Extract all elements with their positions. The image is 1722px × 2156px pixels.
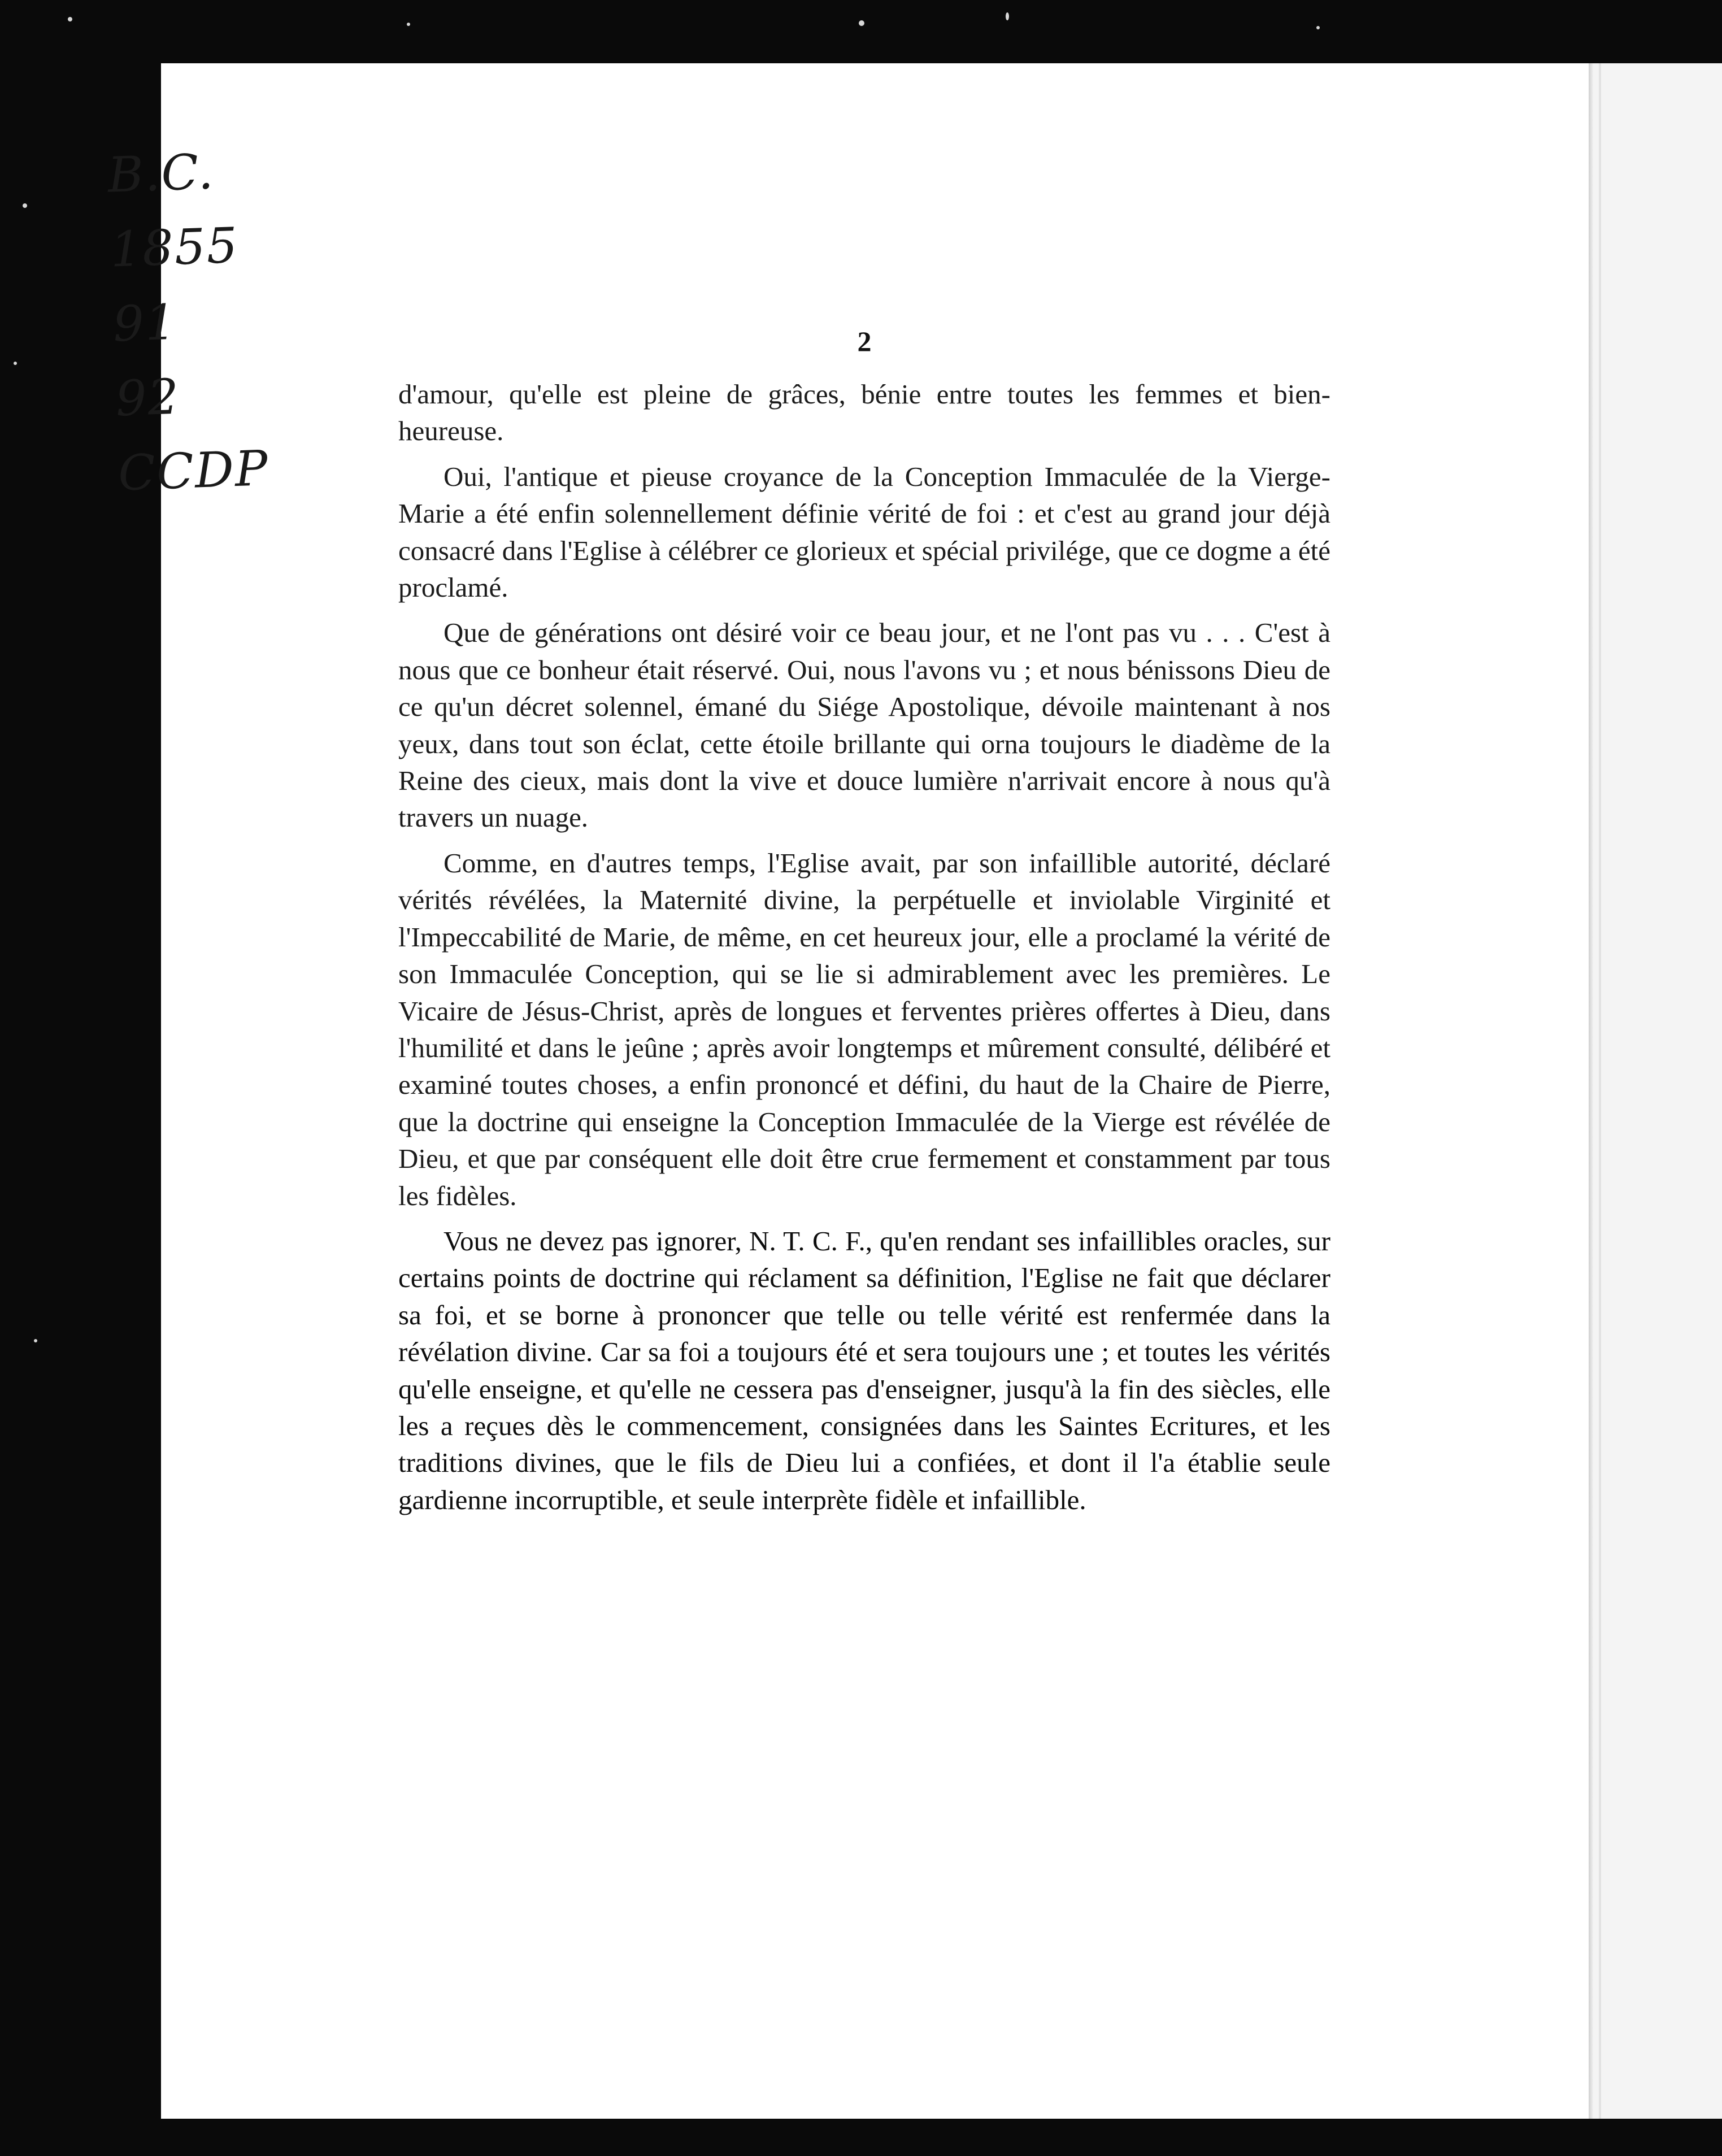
- dust-speck: [68, 17, 72, 21]
- dust-speck: [859, 20, 864, 26]
- paragraph: Que de générations ont désiré voir ce beau jour, et ne l'ont pas vu . . . C'est à nous que ce bonheur était réservé. Oui, nous l'avons vu ; et nous bénissons Dieu de ce qu'un décret solennel, émané du Siége Apostolique, dévoile maintenant à nos yeux, dans tout son éclat, cette étoile brillante qui orna toujours le diadème de la Reine des cieux, mais dont la vive et douce lumière n'arrivait encore à nous qu'à travers un nuage.: [398, 617, 1330, 833]
- archive-note: 1855: [109, 217, 240, 279]
- adjacent-leaf: [1590, 63, 1722, 2119]
- paragraph: d'amour, qu'elle est pleine de grâces, bénie entre toutes les femmes et bien-heureuse.: [398, 379, 1330, 447]
- page-edge: [1589, 63, 1593, 2119]
- archive-note: CCDP: [117, 440, 270, 502]
- body-text: [398, 376, 1330, 1527]
- dust-speck: [1316, 26, 1320, 29]
- archive-note: B.C.: [107, 144, 216, 204]
- paragraph: Comme, en d'autres temps, l'Eglise avait, par son infaillible autorité, déclaré vérités révélées, la Maternité divine, la perpétuelle et inviolable Virginité et l'Impeccabilité de Marie, de même, en cet heureux jour, elle a proclamé la vérité de son Immaculée Conception, qui se lie si admirablement avec les premières. Le Vicaire de Jésus-Christ, après de longues et ferventes prières offertes à Dieu, dans l'humilité et dans le jeûne ; après avoir longtemps et mûrement consulté, délibéré et examiné toutes choses, a enfin prononcé et défini, du haut de la Chaire de Pierre, que la doctrine qui enseigne la Conception Immaculée de la Vierge est révélée de Dieu, et que par conséquent elle doit être crue fermement et constamment par tous les fidèles.: [398, 847, 1330, 1211]
- dust-speck: [14, 362, 17, 365]
- paragraph: Oui, l'antique et pieuse croyance de la Conception Immaculée de la Vierge-Marie a été enfin solennellement définie vérité de foi : et c'est au grand jour déjà consacré dans l'Eglise à célébrer ce glorieux et spécial privilége, que ce dogme a été proclamé.: [398, 460, 1330, 603]
- dust-speck: [34, 1339, 37, 1342]
- page-number: 2: [857, 325, 872, 357]
- archive-note: 91: [112, 294, 179, 353]
- archive-handwritten-notes: [107, 133, 270, 511]
- archive-note: 92: [114, 368, 181, 428]
- dust-speck: [1006, 12, 1009, 20]
- dust-speck: [407, 23, 410, 26]
- page-edge-shadow: [1599, 63, 1601, 2119]
- paragraph: Vous ne devez pas ignorer, N. T. C. F., qu'en rendant ses infaillibles oracles, sur certains points de doctrine qui réclament sa définition, l'Eglise ne fait que déclarer sa foi, et se borne à prononcer que telle ou telle vérité est renfermée dans la révélation divine. Car sa foi a toujours été et sera toujours une ; et toutes les vérités qu'elle enseigne, et qu'elle ne cessera pas d'enseigner, jusqu'à la fin des siècles, elle les a reçues dès le commencement, consignées dans les Saintes Ecritures, et les traditions divines, que le fils de Dieu lui a confiées, et dont il l'a établie seule gardienne incorruptible, et seule interprète fidèle et infaillible.: [398, 1225, 1330, 1515]
- dust-speck: [23, 203, 27, 208]
